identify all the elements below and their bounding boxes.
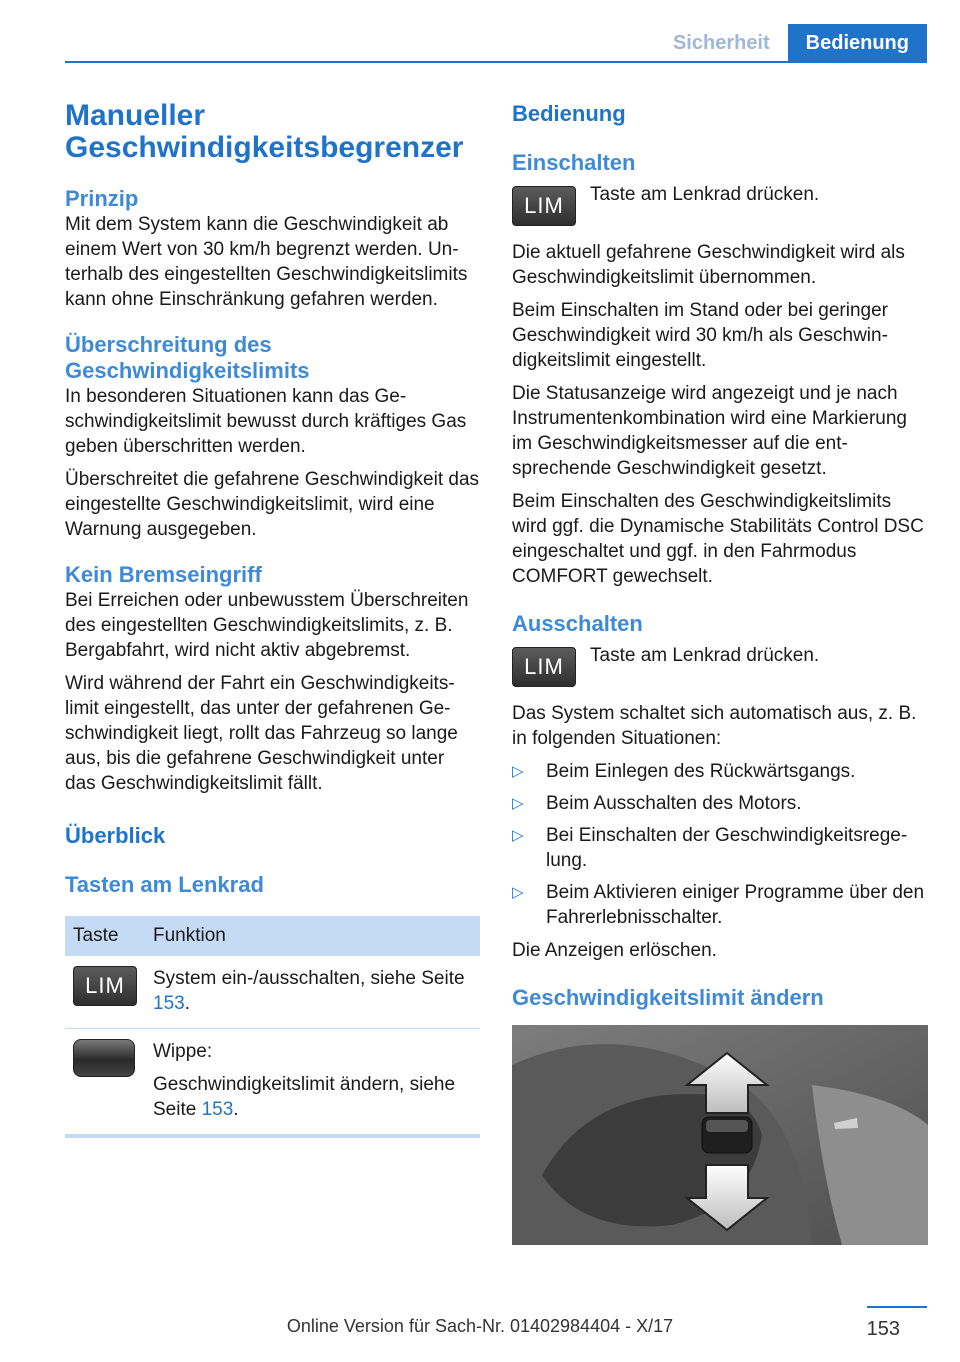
page-title: Manueller Geschwindigkeitsbegrenzer [65, 99, 464, 164]
keys-table [65, 916, 480, 1138]
function-text: System ein-/ausschalten, siehe Seite [153, 968, 465, 989]
header-tabs [655, 24, 927, 62]
list-item [512, 759, 928, 784]
right-column [512, 100, 928, 1245]
einschalten-instruction [512, 182, 928, 226]
tab-sicherheit[interactable]: Sicherheit [672, 32, 770, 54]
heading-einschalten: Einschalten [512, 150, 636, 175]
page-link[interactable]: 153 [153, 993, 185, 1014]
footer-text: Online Version für Sach-Nr. 01402984404 - X/17 [286, 1316, 674, 1336]
section-ueberschreitung [65, 332, 480, 542]
list-item-text: Beim Einlegen des Rückwärtsgangs. [546, 761, 856, 782]
left-column [65, 100, 480, 1138]
list-item-text: Beim Ausschalten des Motors. [546, 793, 802, 814]
arrow-bullet-icon: ▷ [512, 884, 524, 901]
header-divider [65, 61, 927, 63]
table-header-taste: Taste [65, 916, 145, 956]
arrow-bullet-icon: ▷ [512, 763, 524, 780]
table-header-funktion: Funktion [145, 916, 480, 956]
table-row [65, 1029, 480, 1137]
heading-geschwindigkeitslimit-aendern: Geschwindigkeitslimit ändern [512, 985, 824, 1010]
heading-ueberblick: Überblick [65, 823, 166, 848]
lim-button-icon: LIM [73, 966, 137, 1006]
prinzip-text: Mit dem System kann die Geschwindigkeit ab einem Wert von 30 km/h begrenzt werden. Unterhalb des eingestellten Geschwindigkeitslimits kann ohne Einschränkung gefahren werden. [65, 214, 468, 310]
footer-rule [867, 1306, 927, 1308]
bremse-text-2: Wird während der Fahrt ein Geschwindigkeitslimit eingestellt, das unter der gefahrenen Geschwindigkeit liegt, rollt das Fahrzeug so lange aus, bis die gefahrene Geschwindigkeit unter das Geschwindigkeitslimit fällt. [65, 673, 458, 794]
ausschalten-list [512, 759, 928, 930]
einschalten-instruction-text: Taste am Lenkrad drücken. [590, 184, 820, 205]
function-text-end: . [233, 1099, 239, 1120]
table-row [65, 956, 480, 1029]
list-item-text: Beim Aktivieren einiger Programme über den Fahrerlebnisschalter. [546, 882, 925, 928]
section-prinzip [65, 186, 480, 312]
heading-ausschalten: Ausschalten [512, 611, 643, 636]
steering-wheel-rocker-photo [512, 1025, 928, 1245]
list-item [512, 823, 928, 873]
einschalten-text-2: Beim Einschalten im Stand oder bei geringer Geschwindigkeit wird 30 km/h als Geschwindigkeitslimit eingestellt. [512, 300, 888, 371]
page-number: 153 [866, 1318, 900, 1340]
rocker-label: Wippe: [153, 1041, 213, 1062]
rocker-switch-icon [73, 1039, 135, 1077]
heading-bedienung: Bedienung [512, 101, 626, 126]
arrow-bullet-icon: ▷ [512, 795, 524, 812]
table-cell-key [65, 1029, 145, 1137]
table-cell-function [145, 956, 480, 1029]
page-link[interactable]: 153 [201, 1099, 234, 1120]
function-text: Geschwindigkeitslimit ändern, siehe Seite [153, 1074, 456, 1120]
ausschalten-intro: Das System schaltet sich automatisch aus, z. B. in folgenden Situationen: [512, 703, 917, 749]
heading-bremseingriff: Kein Bremseingriff [65, 562, 262, 587]
list-item [512, 880, 928, 930]
lim-button-icon: LIM [512, 647, 576, 687]
ausschalten-instruction-text: Taste am Lenkrad drücken. [590, 645, 820, 666]
ausschalten-instruction [512, 643, 928, 687]
ausschalten-outro: Die Anzeigen erlöschen. [512, 940, 717, 961]
list-item [512, 791, 928, 816]
section-bremseingriff [65, 562, 480, 796]
function-text-end: . [184, 993, 190, 1014]
ueberschreitung-text-2: Überschreitet die gefahrene Geschwindigkeit das eingestellte Geschwindigkeitslimit, wird eine Warnung ausgegeben. [65, 469, 480, 540]
heading-prinzip: Prinzip [65, 186, 139, 211]
tab-bedienung[interactable]: Bedienung [788, 24, 927, 62]
einschalten-text-3: Die Statusanzeige wird angezeigt und je nach Instrumentenkombination wird eine Markierung im Geschwindigkeitsmesser auf die entsprechende Geschwindigkeit gesetzt. [512, 383, 907, 479]
einschalten-text-4: Beim Einschalten des Geschwindigkeitslimits wird ggf. die Dynamische Stabilitäts Control DSC eingeschaltet und ggf. in den Fahrmodus COMFORT gewechselt. [512, 491, 924, 587]
arrow-bullet-icon: ▷ [512, 827, 524, 844]
table-cell-key [65, 956, 145, 1029]
heading-tasten-am-lenkrad: Tasten am Lenkrad [65, 872, 264, 897]
ueberschreitung-text-1: In besonderen Situationen kann das Geschwindigkeitslimit bewusst durch kräftiges Gas geben überschritten werden. [65, 386, 467, 457]
bremse-text-1: Bei Erreichen oder unbewusstem Überschreiten des eingestellten Geschwindigkeitslimits, z. B. Bergabfahrt, wird nicht aktiv abgebremst. [65, 590, 469, 661]
list-item-text: Bei Einschalten der Geschwindigkeitsregelung. [546, 825, 908, 871]
heading-ueberschreitung: Überschreitung des Geschwindigkeitslimits [65, 332, 310, 383]
lim-button-icon: LIM [512, 186, 576, 226]
einschalten-text-1: Die aktuell gefahrene Geschwindigkeit wird als Geschwindigkeitslimit übernommen. [512, 242, 905, 288]
table-header-row [65, 916, 480, 956]
table-cell-function [145, 1029, 480, 1137]
